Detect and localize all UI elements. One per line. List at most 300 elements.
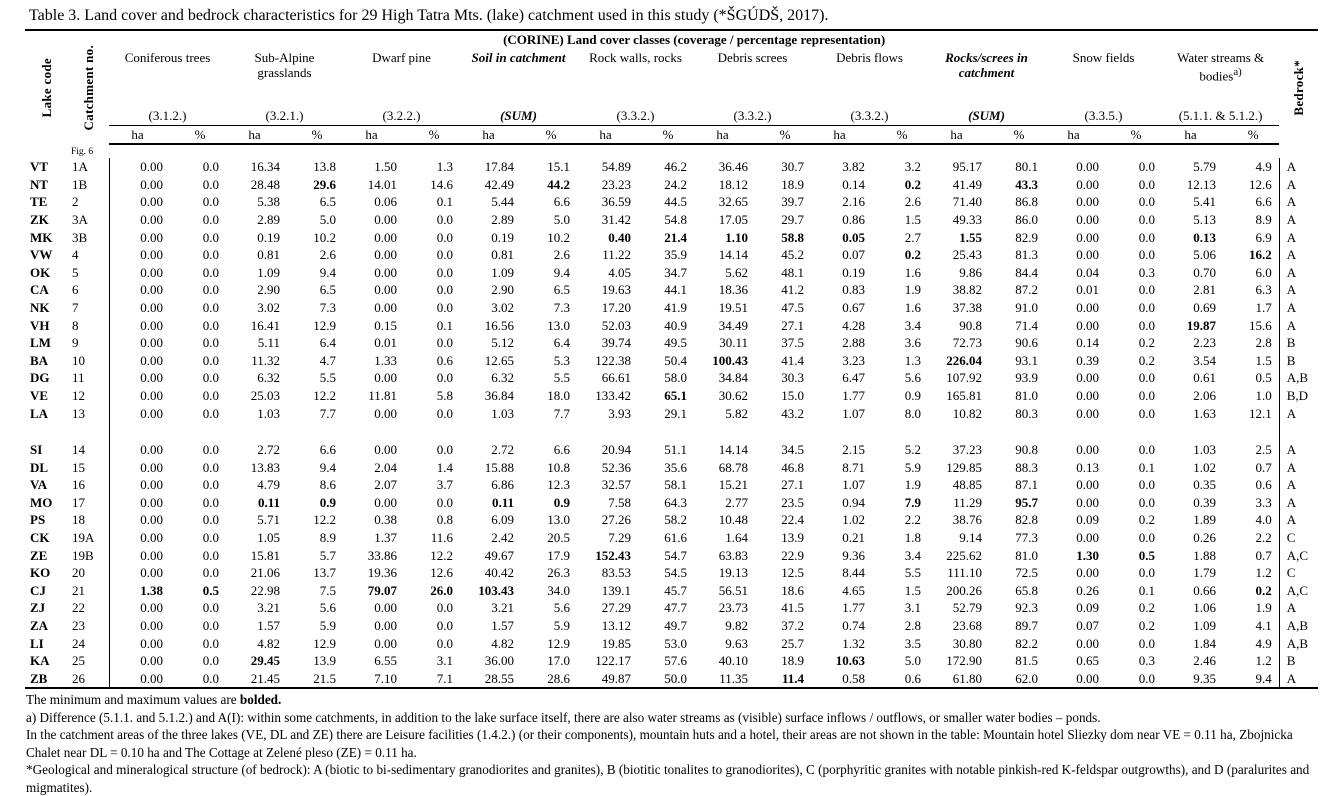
value-cell: 58.8: [781, 229, 804, 245]
value-cell: 9.35: [1162, 670, 1233, 689]
table-row: [25, 511, 1318, 529]
value-cell: 5.9: [319, 618, 336, 634]
value-cell: 47.7: [664, 600, 687, 616]
value-cell: 0.00: [109, 369, 180, 387]
value-cell: 33.86: [367, 547, 397, 563]
value-cell: 0.00: [109, 176, 180, 194]
value-cell: 54.5: [664, 565, 687, 581]
value-cell: 87.2: [1015, 282, 1038, 298]
unit-ha-header-2: ha: [343, 125, 414, 144]
value-cell: 19.63: [601, 282, 631, 298]
unit-percent-header-5: %: [765, 125, 811, 144]
value-cell: 15.0: [781, 387, 804, 403]
value-cell: 4.28: [842, 317, 865, 333]
value-cell: 100.43: [712, 352, 748, 368]
value-cell: 2.6: [904, 194, 921, 210]
value-cell: 36.46: [718, 159, 748, 175]
value-cell: 35.6: [664, 459, 687, 475]
value-cell: 13.8: [313, 159, 336, 175]
value-cell: 9.4: [319, 264, 336, 280]
value-cell: 0.00: [374, 442, 397, 458]
value-cell: 3.2: [904, 159, 921, 175]
lake-code-cell: DL: [30, 459, 49, 475]
column-group-code-4: (3.3.2.): [577, 105, 694, 126]
value-cell: 0.00: [109, 459, 180, 477]
value-cell: 93.9: [1015, 370, 1038, 386]
value-cell: 18.9: [781, 653, 804, 669]
value-cell: 0.74: [842, 618, 865, 634]
unit-ha-header-9: ha: [1162, 125, 1233, 144]
value-cell: 16.41: [250, 317, 280, 333]
value-cell: 152.43: [595, 547, 631, 563]
value-cell: 21.06: [250, 565, 280, 581]
value-cell: 2.7: [904, 229, 921, 245]
value-cell: 37.5: [781, 335, 804, 351]
value-cell: 9.4: [1233, 670, 1279, 689]
value-cell: 1.5: [1255, 352, 1272, 368]
unit-ha-header-1: ha: [226, 125, 297, 144]
value-cell: 16.34: [250, 159, 280, 175]
fig-label-row: [25, 144, 1318, 158]
value-cell: 1.77: [842, 600, 865, 616]
value-cell: 0.0: [1138, 194, 1155, 210]
value-cell: 58.2: [664, 512, 687, 528]
value-cell: 0.0: [202, 317, 219, 333]
value-cell: 0.00: [1076, 442, 1099, 458]
bedrock-cell: A: [1279, 670, 1318, 689]
table-row: [25, 299, 1318, 317]
value-cell: 38.82: [952, 282, 982, 298]
value-cell: 2.77: [725, 494, 748, 510]
value-cell: 14.14: [718, 442, 748, 458]
value-cell: 29.6: [313, 176, 336, 192]
value-cell: 57.6: [664, 653, 687, 669]
table-row: [25, 476, 1318, 494]
value-cell: 0.39: [1076, 352, 1099, 368]
value-cell: 0.66: [1193, 582, 1216, 598]
value-cell: 0.00: [1076, 387, 1099, 403]
value-cell: 0.0: [202, 335, 219, 351]
catchment-no-cell: 19A: [72, 530, 95, 546]
value-cell: 37.23: [952, 442, 982, 458]
value-cell: 5.6: [904, 370, 921, 386]
value-cell: 11.4: [765, 670, 811, 689]
value-cell: 0.14: [1076, 335, 1099, 351]
table-row: [25, 176, 1318, 194]
catchment-no-cell: 7: [72, 299, 79, 315]
table-row: [25, 246, 1318, 264]
value-cell: 4.0: [1255, 512, 1272, 528]
value-cell: 3.1: [904, 600, 921, 616]
value-cell: 0.0: [436, 282, 453, 298]
table-row: [25, 670, 1318, 689]
value-cell: 0.0: [1138, 530, 1155, 546]
value-cell: 41.9: [664, 299, 687, 315]
value-cell: 0.2: [1138, 335, 1155, 351]
value-cell: 34.49: [718, 317, 748, 333]
bedrock-cell: B: [1279, 334, 1318, 352]
column-group-code-3: (SUM): [460, 105, 577, 126]
value-cell: 40.42: [484, 565, 514, 581]
column-group-name-7: Rocks/screes in catchment: [945, 49, 1028, 81]
lake-code-cell: NK: [30, 299, 50, 315]
value-cell: 1.07: [842, 477, 865, 493]
empty-cell: [25, 144, 69, 158]
value-cell: 0.00: [374, 618, 397, 634]
value-cell: 0.00: [374, 229, 397, 245]
unit-percent-header-2: %: [414, 125, 460, 144]
value-cell: 2.2: [904, 512, 921, 528]
value-cell: 0.00: [109, 652, 180, 670]
value-cell: 1.2: [1255, 565, 1272, 581]
value-cell: 2.04: [374, 459, 397, 475]
bedrock-cell: B: [1279, 352, 1318, 370]
value-cell: 0.0: [202, 194, 219, 210]
bedrock-cell: A: [1279, 229, 1318, 247]
value-cell: 0.00: [1076, 405, 1099, 421]
value-cell: 0.00: [109, 334, 180, 352]
value-cell: 15.6: [1248, 317, 1272, 333]
catchment-no-cell: 1A: [72, 159, 88, 175]
value-cell: 9.86: [959, 264, 982, 280]
value-cell: 54.89: [601, 159, 631, 175]
fig-label: Fig. 6: [71, 147, 94, 158]
value-cell: 12.2: [313, 512, 336, 528]
column-group-code-7: (SUM): [928, 105, 1045, 126]
table-row: [25, 281, 1318, 299]
value-cell: 62.0: [999, 670, 1045, 689]
table-row: [25, 352, 1318, 370]
value-cell: 1.9: [904, 282, 921, 298]
value-cell: 0.6: [436, 352, 453, 368]
value-cell: 5.6: [319, 600, 336, 616]
value-cell: 0.0: [436, 229, 453, 245]
catchment-no-cell: 24: [72, 635, 85, 651]
lake-code-cell: VE: [30, 387, 49, 403]
value-cell: 12.1: [1248, 405, 1272, 421]
table-row: [25, 617, 1318, 635]
value-cell: 6.86: [491, 477, 514, 493]
lake-code-cell: MK: [30, 229, 53, 245]
catchment-no-cell: 16: [72, 477, 85, 493]
value-cell: 49.7: [664, 618, 687, 634]
value-cell: 1.5: [904, 582, 921, 598]
value-cell: 68.78: [718, 459, 748, 475]
value-cell: 0.0: [1138, 477, 1155, 493]
catchment-no-cell: 3B: [72, 229, 88, 245]
value-cell: 0.0: [436, 600, 453, 616]
value-cell: 46.2: [664, 159, 687, 175]
catchment-no-cell: 4: [72, 247, 79, 263]
value-cell: 11.6: [430, 530, 453, 546]
value-cell: 82.2: [1015, 635, 1038, 651]
value-cell: 4.82: [257, 635, 280, 651]
bedrock-cell: A: [1279, 176, 1318, 194]
value-cell: 25.7: [781, 635, 804, 651]
value-cell: 0.09: [1076, 512, 1099, 528]
value-cell: 0.0: [436, 442, 453, 458]
value-cell: 42.49: [484, 176, 514, 192]
value-cell: 0.0: [202, 547, 219, 563]
column-group-name-2: Dwarf pine: [372, 49, 431, 65]
value-cell: 32.57: [601, 477, 631, 493]
value-cell: 0.8: [436, 512, 453, 528]
value-cell: 6.5: [319, 194, 336, 210]
value-cell: 3.82: [842, 159, 865, 175]
value-cell: 49.87: [577, 670, 648, 689]
value-cell: 0.0: [202, 264, 219, 280]
value-cell: 5.62: [725, 264, 748, 280]
empty-cell: [25, 422, 69, 441]
value-cell: 23.73: [718, 600, 748, 616]
value-cell: 0.00: [1076, 194, 1099, 210]
value-cell: 88.3: [1015, 459, 1038, 475]
value-cell: 1.2: [1255, 653, 1272, 669]
value-cell: 1.8: [904, 530, 921, 546]
value-cell: 8.9: [1255, 211, 1272, 227]
value-cell: 0.00: [109, 264, 180, 282]
value-cell: 0.0: [202, 635, 219, 651]
value-cell: 1.06: [1193, 600, 1216, 616]
value-cell: 64.3: [664, 494, 687, 510]
column-group-name-8: Snow fields: [1072, 49, 1135, 65]
value-cell: 6.09: [491, 512, 514, 528]
value-cell: 13.9: [313, 653, 336, 669]
bedrock-cell: A,C: [1279, 547, 1318, 565]
value-cell: 26.0: [430, 582, 453, 598]
value-cell: 0.0: [180, 670, 226, 689]
catchment-no-cell: 3A: [72, 211, 88, 227]
value-cell: 11.29: [953, 494, 982, 510]
value-cell: 19.36: [367, 565, 397, 581]
value-cell: 81.0: [1015, 547, 1038, 563]
value-cell: 0.01: [1076, 282, 1099, 298]
table-row: [25, 369, 1318, 387]
catchment-no-cell: 11: [72, 370, 85, 386]
value-cell: 0.00: [1076, 370, 1099, 386]
value-cell: 0.58: [811, 670, 882, 689]
value-cell: 5.0: [904, 653, 921, 669]
value-cell: 0.38: [374, 512, 397, 528]
value-cell: 32.65: [718, 194, 748, 210]
value-cell: 25.03: [250, 387, 280, 403]
value-cell: 21.45: [226, 670, 297, 689]
value-cell: 1.03: [491, 405, 514, 421]
table-row: [25, 334, 1318, 352]
bedrock-cell: A: [1279, 158, 1318, 176]
value-cell: 1.89: [1193, 512, 1216, 528]
value-cell: 6.47: [842, 370, 865, 386]
value-cell: 54.8: [664, 211, 687, 227]
lake-code-cell: CK: [30, 530, 50, 546]
value-cell: 0.0: [202, 442, 219, 458]
table-row: [25, 652, 1318, 670]
value-cell: 0.2: [1138, 600, 1155, 616]
value-cell: 0.0: [436, 494, 453, 510]
value-cell: 0.00: [374, 635, 397, 651]
value-cell: 0.0: [1138, 176, 1155, 192]
table-title: Table 3. Land cover and bedrock characteristics for 29 High Tatra Mts. (lake) catchment used in this study (*ŠGÚDŠ, 2017).: [25, 5, 1318, 31]
value-cell: 6.5: [553, 282, 570, 298]
value-cell: 30.11: [719, 335, 748, 351]
value-cell: 8.0: [904, 405, 921, 421]
value-cell: 225.62: [946, 547, 982, 563]
value-cell: 12.13: [1186, 176, 1216, 192]
value-cell: 53.0: [664, 635, 687, 651]
catchment-no-cell: 18: [72, 512, 85, 528]
value-cell: 0.04: [1076, 264, 1099, 280]
column-group-code-6: (3.3.2.): [811, 105, 928, 126]
value-cell: 12.9: [313, 635, 336, 651]
value-cell: 0.1: [436, 317, 453, 333]
value-cell: 7.3: [553, 299, 570, 315]
value-cell: 51.1: [664, 442, 687, 458]
value-cell: 0.9: [553, 494, 570, 510]
table-row: [25, 564, 1318, 582]
value-cell: 1.3: [904, 352, 921, 368]
value-cell: 0.0: [202, 459, 219, 475]
value-cell: 3.02: [491, 299, 514, 315]
value-cell: 0.0: [202, 565, 219, 581]
value-cell: 83.53: [601, 565, 631, 581]
value-cell: 90.8: [1015, 442, 1038, 458]
value-cell: 0.0: [1138, 247, 1155, 263]
value-cell: 10.63: [835, 653, 865, 669]
value-cell: 49.5: [664, 335, 687, 351]
bedrock-cell: A: [1279, 193, 1318, 211]
value-cell: 6.3: [1255, 282, 1272, 298]
value-cell: 63.83: [718, 547, 748, 563]
value-cell: 6.4: [553, 335, 570, 351]
value-cell: 2.06: [1193, 387, 1216, 403]
lake-code-header-label: Lake code: [39, 57, 55, 118]
value-cell: 9.4: [319, 459, 336, 475]
catchment-no-cell: 17: [72, 494, 85, 510]
value-cell: 0.00: [109, 476, 180, 494]
value-cell: 133.42: [595, 387, 631, 403]
value-cell: 0.00: [1076, 477, 1099, 493]
value-cell: 0.81: [257, 247, 280, 263]
footnote-leisure: In the catchment areas of the three lakes (VE, DL and ZE) there are Leisure facilities (1.4.2.) (or their components), mountain huts and a hotel, their areas are not shown in the table: Mountain hotel Sliezky dom near VE = 0.11 ha, Zbojnicka Chalet near DL = 0.10 ha and The Cottage at Zelené pleso (ZE) = 0.11 ha.: [26, 727, 1293, 760]
value-cell: 2.23: [1193, 335, 1216, 351]
value-cell: 3.4: [904, 317, 921, 333]
value-cell: 6.6: [553, 442, 570, 458]
value-cell: 0.00: [109, 547, 180, 565]
value-cell: 172.90: [946, 653, 982, 669]
value-cell: 12.6: [430, 565, 453, 581]
value-cell: 82.8: [1015, 512, 1038, 528]
lake-code-cell: ZJ: [30, 600, 46, 616]
column-group-code-1: (3.2.1.): [226, 105, 343, 126]
value-cell: 80.3: [1015, 405, 1038, 421]
value-cell: 0.00: [109, 564, 180, 582]
value-cell: 0.9: [904, 387, 921, 403]
value-cell: 0.00: [374, 247, 397, 263]
value-cell: 5.5: [319, 370, 336, 386]
value-cell: 58.1: [664, 477, 687, 493]
value-cell: 6.32: [257, 370, 280, 386]
value-cell: 1.37: [374, 530, 397, 546]
value-cell: 46.8: [781, 459, 804, 475]
value-cell: 5.41: [1193, 194, 1216, 210]
value-cell: 0.00: [109, 229, 180, 247]
catchment-no-cell: 1B: [72, 176, 88, 192]
value-cell: 11.35: [694, 670, 765, 689]
empty-cell: [69, 422, 109, 441]
value-cell: 0.0: [1138, 565, 1155, 581]
value-cell: 5.3: [553, 352, 570, 368]
bedrock-cell: A: [1279, 405, 1318, 423]
value-cell: 0.26: [1193, 530, 1216, 546]
value-cell: 1.02: [1193, 459, 1216, 475]
value-cell: 0.00: [374, 299, 397, 315]
value-cell: 11.81: [368, 387, 397, 403]
value-cell: 3.21: [257, 600, 280, 616]
value-cell: 14.6: [430, 176, 453, 192]
value-cell: 1.63: [1193, 405, 1216, 421]
value-cell: 13.83: [250, 459, 280, 475]
value-cell: 7.3: [319, 299, 336, 315]
value-cell: 0.0: [436, 299, 453, 315]
value-cell: 15.1: [547, 159, 570, 175]
catchment-no-cell: 26: [69, 670, 109, 689]
value-cell: 0.0: [1138, 442, 1155, 458]
value-cell: 43.2: [781, 405, 804, 421]
bedrock-cell: A: [1279, 476, 1318, 494]
value-cell: 0.40: [608, 229, 631, 245]
value-cell: 30.7: [781, 159, 804, 175]
value-cell: 0.05: [842, 229, 865, 245]
value-cell: 0.00: [1045, 670, 1116, 689]
value-cell: 80.1: [1015, 159, 1038, 175]
value-cell: 12.65: [484, 352, 514, 368]
value-cell: 0.0: [1138, 159, 1155, 175]
bedrock-cell: A: [1279, 494, 1318, 512]
unit-percent-header-7: %: [999, 125, 1045, 144]
value-cell: 5.71: [257, 512, 280, 528]
value-cell: 2.90: [257, 282, 280, 298]
value-cell: 0.00: [1076, 494, 1099, 510]
catchment-no-cell: 8: [72, 317, 79, 333]
table-row: [25, 264, 1318, 282]
bedrock-cell: A: [1279, 299, 1318, 317]
lake-code-cell: VW: [30, 247, 53, 263]
value-cell: 10.8: [547, 459, 570, 475]
value-cell: 0.00: [1076, 247, 1099, 263]
value-cell: 71.4: [1015, 317, 1038, 333]
value-cell: 9.63: [725, 635, 748, 651]
value-cell: 1.02: [842, 512, 865, 528]
catchment-no-cell: 13: [72, 405, 85, 421]
unit-ha-header-0: ha: [109, 125, 180, 144]
column-group-code-9: (5.1.1. & 5.1.2.): [1162, 105, 1279, 126]
value-cell: 1.09: [491, 264, 514, 280]
value-cell: 1.7: [1255, 299, 1272, 315]
value-cell: 50.4: [664, 352, 687, 368]
bedrock-cell: A,B: [1279, 369, 1318, 387]
spacer-row: [25, 422, 1318, 441]
value-cell: 89.7: [1015, 618, 1038, 634]
value-cell: 28.6: [531, 670, 577, 689]
value-cell: 0.0: [436, 370, 453, 386]
value-cell: 13.0: [547, 317, 570, 333]
bedrock-header: [1279, 31, 1318, 144]
table-row: [25, 387, 1318, 405]
lake-code-cell: DG: [30, 370, 50, 386]
value-cell: 0.0: [1138, 211, 1155, 227]
value-cell: 18.0: [547, 387, 570, 403]
value-cell: 0.86: [842, 211, 865, 227]
